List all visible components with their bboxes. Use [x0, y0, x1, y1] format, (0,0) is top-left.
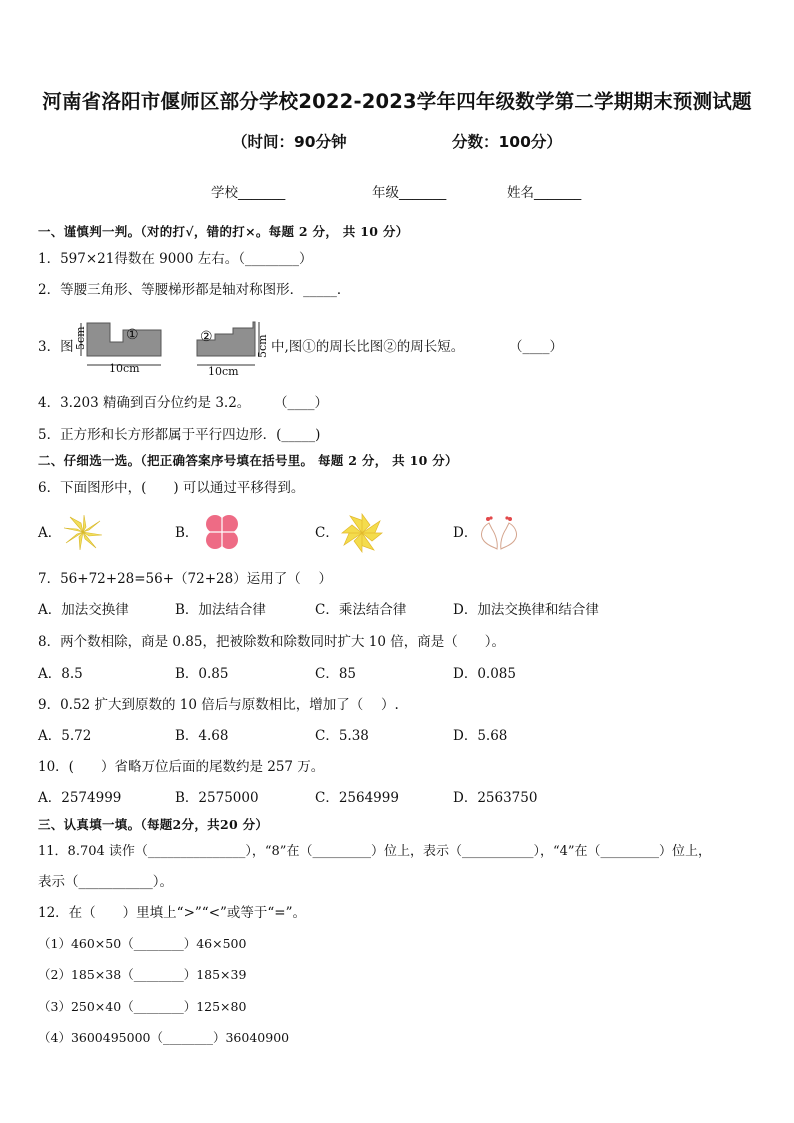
page-title: 河南省洛阳市偃师区部分学校2022-2023学年四年级数学第二学期期末预测试题: [42, 90, 752, 113]
birds-figure: [476, 513, 522, 553]
q8-option-c: C．85: [315, 666, 357, 682]
q8-option-b: B．0.85: [175, 666, 229, 682]
question-5: 5．正方形和长方形都属于平行四边形．(_____): [38, 427, 321, 443]
exam-score: 分数：100分）: [452, 133, 562, 151]
question-12-item-3: （3）250×40（________）125×80: [38, 999, 247, 1014]
shape-2-width-label: 10cm: [208, 365, 239, 378]
q10-option-b: B．2575000: [175, 790, 259, 806]
q6-option-c: C．: [315, 525, 339, 541]
question-3-prefix: 3．图: [38, 339, 74, 355]
question-6: 6．下面图形中，( ) 可以通过平移得到。: [38, 480, 305, 496]
question-3-text: 中,图①的周长比图②的周长短。: [271, 339, 465, 355]
school-field: 学校_______: [211, 185, 286, 201]
question-7: 7．56+72+28=56+（72+28）运用了（ ）: [38, 571, 333, 587]
exam-time: （时间：90分钟: [232, 133, 347, 151]
question-10: 10．( ）省略万位后面的尾数约是 257 万。: [38, 759, 325, 775]
q6-option-a: A．: [38, 525, 62, 541]
star-pinwheel-figure: [340, 513, 384, 553]
shape-1-height-label: 5cm: [74, 326, 87, 350]
flower-figure: [200, 513, 244, 553]
shape-1-width-label: 10cm: [109, 362, 140, 375]
question-12: 12．在（ ）里填上“>”“<”或等于“=”。: [38, 905, 307, 921]
question-11-line-2: 表示（___________）。: [38, 874, 173, 890]
q8-option-a: A．8.5: [38, 666, 83, 682]
question-1: 1．597×21得数在 9000 左右。（________）: [38, 251, 313, 267]
question-2: 2．等腰三角形、等腰梯形都是轴对称图形．_____．: [38, 282, 351, 298]
q9-option-c: C．5.38: [315, 728, 369, 744]
grade-field: 年级_______: [372, 185, 447, 201]
q8-option-d: D．0.085: [453, 666, 516, 682]
name-field: 姓名_______: [507, 185, 582, 201]
pinwheel-figure: [62, 513, 104, 551]
q9-option-d: D．5.68: [453, 728, 508, 744]
q10-option-a: A．2574999: [38, 790, 122, 806]
q9-option-b: B．4.68: [175, 728, 229, 744]
shape-2-height-label: 5cm: [256, 334, 269, 358]
question-3-blank: （____）: [509, 339, 563, 355]
question-4-blank: （____）: [274, 395, 328, 411]
section-2-heading: 二、仔细选一选。（把正确答案序号填在括号里。 每题 2 分， 共 10 分）: [38, 453, 458, 468]
q6-option-d: D．: [453, 525, 478, 541]
question-9: 9．0.52 扩大到原数的 10 倍后与原数相比，增加了（ ）.: [38, 697, 399, 713]
question-4: 4．3.203 精确到百分位约是 3.2。: [38, 395, 251, 411]
q9-option-a: A．5.72: [38, 728, 92, 744]
shape-1-number: ①: [126, 327, 139, 343]
section-1-heading: 一、谨慎判一判。（对的打√，错的打×。每题 2 分， 共 10 分）: [38, 224, 409, 239]
q7-option-b: B．加法结合律: [175, 602, 266, 618]
section-3-heading: 三、认真填一填。（每题2分，共20 分）: [38, 817, 269, 832]
q10-option-c: C．2564999: [315, 790, 399, 806]
q7-option-a: A．加法交换律: [38, 602, 129, 618]
question-12-item-2: （2）185×38（________）185×39: [38, 967, 247, 982]
question-12-item-4: （4）3600495000（________）36040900: [38, 1030, 290, 1045]
q6-option-b: B．: [175, 525, 199, 541]
q7-option-c: C．乘法结合律: [315, 602, 407, 618]
question-8: 8．两个数相除，商是 0.85，把被除数和除数同时扩大 10 倍，商是（ ）。: [38, 634, 505, 650]
question-11-line-1: 11．8.704 读作（_______________），“8”在（_________）位上，表示（___________），“4”在（_________）位上，: [38, 844, 712, 859]
shape-2-number: ②: [200, 329, 213, 345]
q10-option-d: D．2563750: [453, 790, 538, 806]
question-12-item-1: （1）460×50（________）46×500: [38, 936, 247, 951]
q7-option-d: D．加法交换律和结合律: [453, 602, 599, 618]
